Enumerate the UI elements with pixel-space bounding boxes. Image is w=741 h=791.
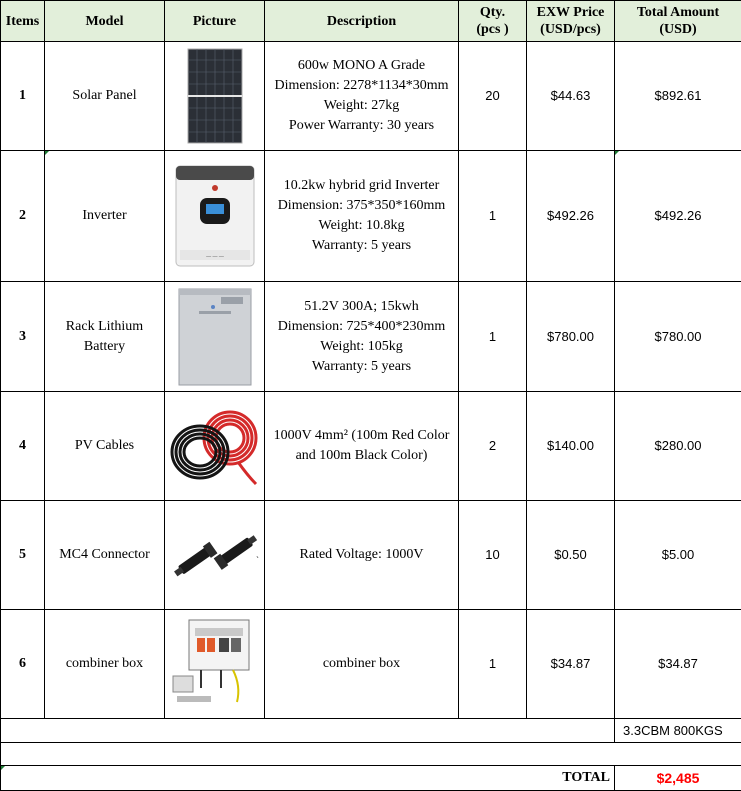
header-price [527, 1, 615, 42]
product-picture [165, 501, 265, 610]
shipping-note: 3.3CBM 800KGS [615, 719, 741, 743]
header-price-line2: (USD/pcs) [540, 22, 601, 37]
quantity: 1 [459, 151, 527, 282]
description-line: 51.2V 300A; 15kwh [265, 297, 458, 317]
empty-cell [1, 719, 615, 743]
model-name: MC4 Connector [45, 501, 165, 610]
product-picture [165, 282, 265, 392]
total-row [1, 766, 741, 791]
header-row [1, 1, 741, 42]
unit-price: $44.63 [527, 42, 615, 151]
description-line: Weight: 105kg [265, 337, 458, 357]
item-number: 4 [1, 392, 45, 501]
quantity: 1 [459, 610, 527, 719]
description-line: Warranty: 5 years [265, 236, 458, 256]
description-line: Dimension: 375*350*160mm [265, 196, 458, 216]
header-total [615, 1, 741, 42]
model-name [45, 282, 165, 392]
unit-price: $140.00 [527, 392, 615, 501]
model-name: combiner box [45, 610, 165, 719]
description-line: and 100m Black Color) [265, 446, 458, 466]
description [265, 282, 459, 392]
description-line: Weight: 27kg [265, 96, 458, 116]
line-total: $280.00 [615, 392, 741, 501]
header-total-line2: (USD) [659, 22, 696, 37]
model-name-line1: Rack Lithium [66, 319, 143, 334]
description [265, 151, 459, 282]
description [265, 42, 459, 151]
header-description: Description [265, 1, 459, 42]
header-qty [459, 1, 527, 42]
svg-text:`: ` [256, 555, 259, 565]
shipping-row [1, 719, 741, 743]
description-line: Rated Voltage: 1000V [265, 545, 458, 565]
quantity: 2 [459, 392, 527, 501]
combiner-box-icon [171, 616, 259, 712]
description-line: Warranty: 5 years [265, 357, 458, 377]
line-total: $34.87 [615, 610, 741, 719]
model-name: Inverter [45, 151, 165, 282]
unit-price: $780.00 [527, 282, 615, 392]
description-line: combiner box [265, 654, 458, 674]
table-row [1, 42, 741, 151]
item-number: 6 [1, 610, 45, 719]
item-number: 1 [1, 42, 45, 151]
spacer-row [1, 743, 741, 766]
item-number: 2 [1, 151, 45, 282]
line-total: $492.26 [615, 151, 741, 282]
product-picture [165, 42, 265, 151]
header-qty-line2: (pcs ) [476, 22, 508, 37]
description-line: Weight: 10.8kg [265, 216, 458, 236]
line-total: $5.00 [615, 501, 741, 610]
table-row [1, 282, 741, 392]
inverter-icon [174, 164, 256, 268]
item-number: 5 [1, 501, 45, 610]
product-picture [165, 392, 265, 501]
item-number: 3 [1, 282, 45, 392]
table-row [1, 392, 741, 501]
table-row [1, 501, 741, 610]
header-price-line1: EXW Price [537, 5, 605, 20]
header-model: Model [45, 1, 165, 42]
description-line: Dimension: 2278*1134*30mm [265, 76, 458, 96]
unit-price: $0.50 [527, 501, 615, 610]
description [265, 610, 459, 719]
cell-marker [615, 151, 619, 155]
unit-price: $492.26 [527, 151, 615, 282]
description-line: 600w MONO A Grade [265, 56, 458, 76]
product-picture [165, 610, 265, 719]
model-name: Solar Panel [45, 42, 165, 151]
description-line: Dimension: 725*400*230mm [265, 317, 458, 337]
line-total: $892.61 [615, 42, 741, 151]
cell-marker [1, 766, 5, 770]
description-line: Power Warranty: 30 years [265, 116, 458, 136]
header-picture: Picture [165, 1, 265, 42]
header-items: Items [1, 1, 45, 42]
description [265, 392, 459, 501]
quantity: 20 [459, 42, 527, 151]
description-line: 10.2kw hybrid grid Inverter [265, 176, 458, 196]
battery-icon [177, 287, 253, 387]
description-line: 1000V 4mm² (100m Red Color [265, 426, 458, 446]
model-name-line2: Battery [84, 339, 125, 354]
empty-cell [1, 743, 741, 766]
solar-panel-icon [187, 48, 243, 144]
header-total-line1: Total Amount [637, 5, 719, 20]
header-qty-line1: Qty. [480, 5, 505, 20]
cable-coils-icon [168, 404, 262, 488]
quantity: 10 [459, 501, 527, 610]
total-value: $2,485 [615, 766, 741, 791]
total-label: TOTAL [1, 766, 615, 791]
product-picture [165, 151, 265, 282]
mc4-connector-icon [170, 517, 260, 593]
model-name: PV Cables [45, 392, 165, 501]
quantity: 1 [459, 282, 527, 392]
table-row [1, 610, 741, 719]
description [265, 501, 459, 610]
table-row [1, 151, 741, 282]
cell-marker [45, 151, 49, 155]
svg-text:— — —: — — — [206, 254, 224, 260]
line-total: $780.00 [615, 282, 741, 392]
unit-price: $34.87 [527, 610, 615, 719]
